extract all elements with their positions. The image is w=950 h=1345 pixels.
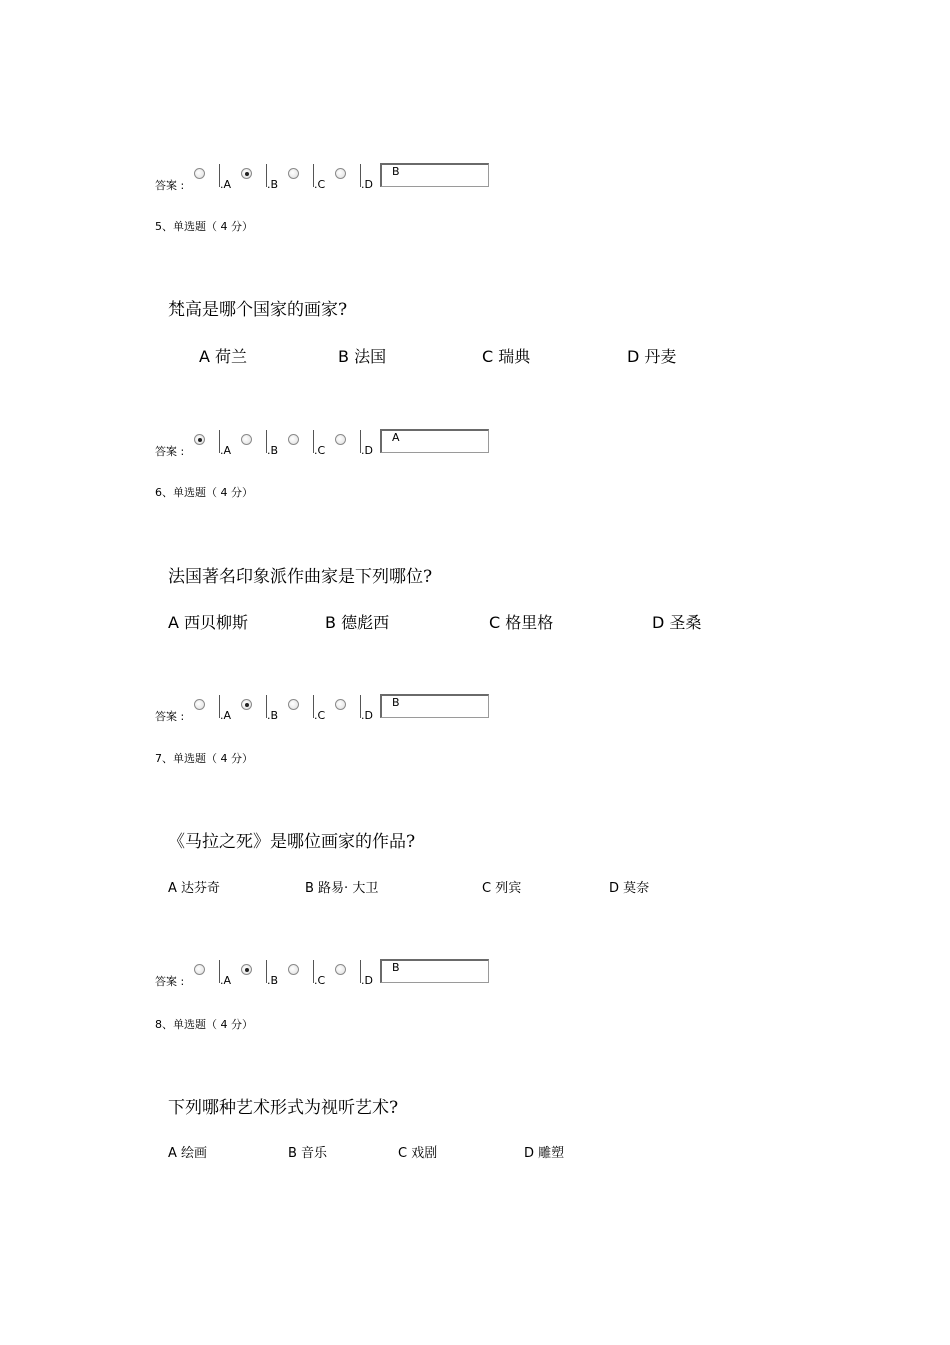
option-letter-d: .D [361,178,373,191]
answer-row [155,694,555,724]
question-header: 5、单选题（ 4 分） [155,220,253,233]
option-letter-d: .D [361,444,373,457]
question-text: 梵高是哪个国家的画家? [168,300,348,320]
option-letter-c: .C [314,709,326,722]
radio-option-b[interactable] [288,434,299,445]
option-a: A 西贝柳斯 [168,613,249,632]
option-letter-a: .A [220,178,232,191]
answer-value: B [392,696,400,709]
option-c: C 格里格 [489,613,554,632]
answer-field[interactable] [380,959,489,983]
answer-value: A [392,431,400,444]
option-d: D 莫奈 [609,881,650,896]
option-d: D 丹麦 [627,347,677,366]
option-a: A 绘画 [168,1146,208,1161]
answer-row [155,163,555,193]
question-text: 法国著名印象派作曲家是下列哪位? [168,567,433,587]
option-a: A 荷兰 [199,347,248,366]
radio-option-b[interactable] [288,168,299,179]
option-letter-c: .C [314,444,326,457]
question-header: 7、单选题（ 4 分） [155,752,253,765]
option-letter-c: .C [314,974,326,987]
answer-label: 答案 : [155,445,185,458]
option-letter-c: .C [314,178,326,191]
question-header: 8、单选题（ 4 分） [155,1018,253,1031]
question-text: 下列哪种艺术形式为视听艺术? [168,1098,399,1118]
option-letter-d: .D [361,709,373,722]
radio-option-a[interactable] [241,434,252,445]
option-c: C 瑞典 [482,347,531,366]
radio-option-c[interactable] [335,699,346,710]
option-letter-b: .B [267,444,279,457]
radio-option-b[interactable] [288,699,299,710]
answer-label: 答案 : [155,975,185,988]
radio-option-b[interactable] [288,964,299,975]
option-c: C 列宾 [482,881,522,896]
option-letter-a: .A [220,444,232,457]
radio-option-a[interactable] [241,168,252,179]
answer-label: 答案 : [155,710,185,723]
option-letter-a: .A [220,974,232,987]
option-letter-a: .A [220,709,232,722]
answer-field[interactable] [380,163,489,187]
radio-blank-option[interactable] [194,964,205,975]
radio-option-c[interactable] [335,434,346,445]
answer-value: B [392,961,400,974]
answer-row [155,959,555,989]
option-letter-b: .B [267,974,279,987]
answer-field[interactable] [380,694,489,718]
answer-field[interactable] [380,429,489,453]
option-letter-b: .B [267,709,279,722]
answer-value: B [392,165,400,178]
question-text: 《马拉之死》是哪位画家的作品? [168,832,416,852]
option-letter-d: .D [361,974,373,987]
option-d: D 雕塑 [524,1146,565,1161]
radio-option-a[interactable] [241,699,252,710]
radio-option-c[interactable] [335,964,346,975]
radio-blank-option[interactable] [194,699,205,710]
option-b: B 法国 [338,347,387,366]
option-d: D 圣桑 [652,613,702,632]
radio-option-a[interactable] [241,964,252,975]
option-b: B 音乐 [288,1146,328,1161]
answer-row [155,429,555,459]
radio-blank-option[interactable] [194,434,205,445]
radio-option-c[interactable] [335,168,346,179]
option-c: C 戏剧 [398,1146,438,1161]
option-b: B 德彪西 [325,613,390,632]
option-a: A 达芬奇 [168,881,221,896]
radio-blank-option[interactable] [194,168,205,179]
option-letter-b: .B [267,178,279,191]
answer-label: 答案 : [155,179,185,192]
option-b: B 路易· 大卫 [305,881,379,896]
question-header: 6、单选题（ 4 分） [155,486,253,499]
